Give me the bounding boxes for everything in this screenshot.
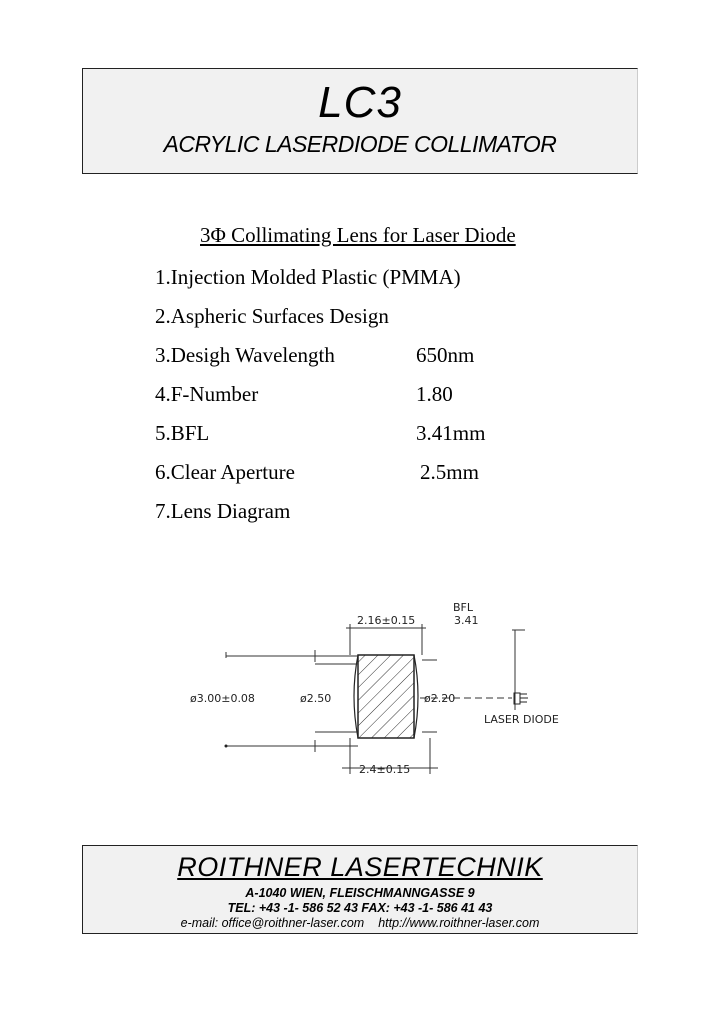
spec-item-aperture: 6.Clear Aperture xyxy=(155,460,295,484)
footer-box xyxy=(82,845,638,934)
spec-item-design: 2.Aspheric Surfaces Design xyxy=(155,304,389,328)
product-subtitle: ACRYLIC LASERDIODE COLLIMATOR xyxy=(163,131,557,157)
spec-value-wavelength: 650nm xyxy=(416,343,475,367)
company-address: A-1040 WIEN, FLEISCHMANNGASSE 9 xyxy=(245,886,475,900)
spec-item-bfl: 5.BFL xyxy=(155,421,210,445)
thickness-top-label: 2.16±0.15 xyxy=(357,614,416,627)
spec-value-aperture: 2.5mm xyxy=(420,460,479,484)
laser-diode-label: LASER DIODE xyxy=(484,713,559,726)
contact-line xyxy=(83,916,637,931)
company-name: ROITHNER LASERTECHNIK xyxy=(177,852,543,882)
lens-body xyxy=(358,655,414,738)
spec-item-diagram: 7.Lens Diagram xyxy=(155,499,291,523)
email-link[interactable]: e-mail: office@roithner-laser.com xyxy=(180,916,365,930)
spec-item-fnumber: 4.F-Number xyxy=(155,382,259,406)
spec-item-wavelength: 3.Desigh Wavelength xyxy=(155,343,335,367)
spec-value-fnumber: 1.80 xyxy=(416,382,453,406)
exit-diameter-label: ø2.20 xyxy=(424,692,456,705)
company-phone-fax: TEL: +43 -1- 586 52 43 FAX: +43 -1- 586 41 43 xyxy=(227,901,493,915)
lens-diagram xyxy=(150,590,590,790)
spec-item-material: 1.Injection Molded Plastic (PMMA) xyxy=(155,265,461,289)
bfl-value: 3.41 xyxy=(454,614,479,627)
thickness-bottom-label: 2.4±0.15 xyxy=(359,763,411,776)
spec-value-bfl: 3.41mm xyxy=(416,421,486,445)
website-link[interactable]: http://www.roithner-laser.com xyxy=(378,916,540,930)
model-title: LC3 xyxy=(318,78,402,127)
bfl-label: BFL xyxy=(453,601,474,614)
outer-diameter-label: ø3.00±0.08 xyxy=(190,692,255,705)
header-box xyxy=(82,68,638,174)
spec-heading: 3Φ Collimating Lens for Laser Diode xyxy=(200,223,516,247)
aperture-diameter-label: ø2.50 xyxy=(300,692,332,705)
